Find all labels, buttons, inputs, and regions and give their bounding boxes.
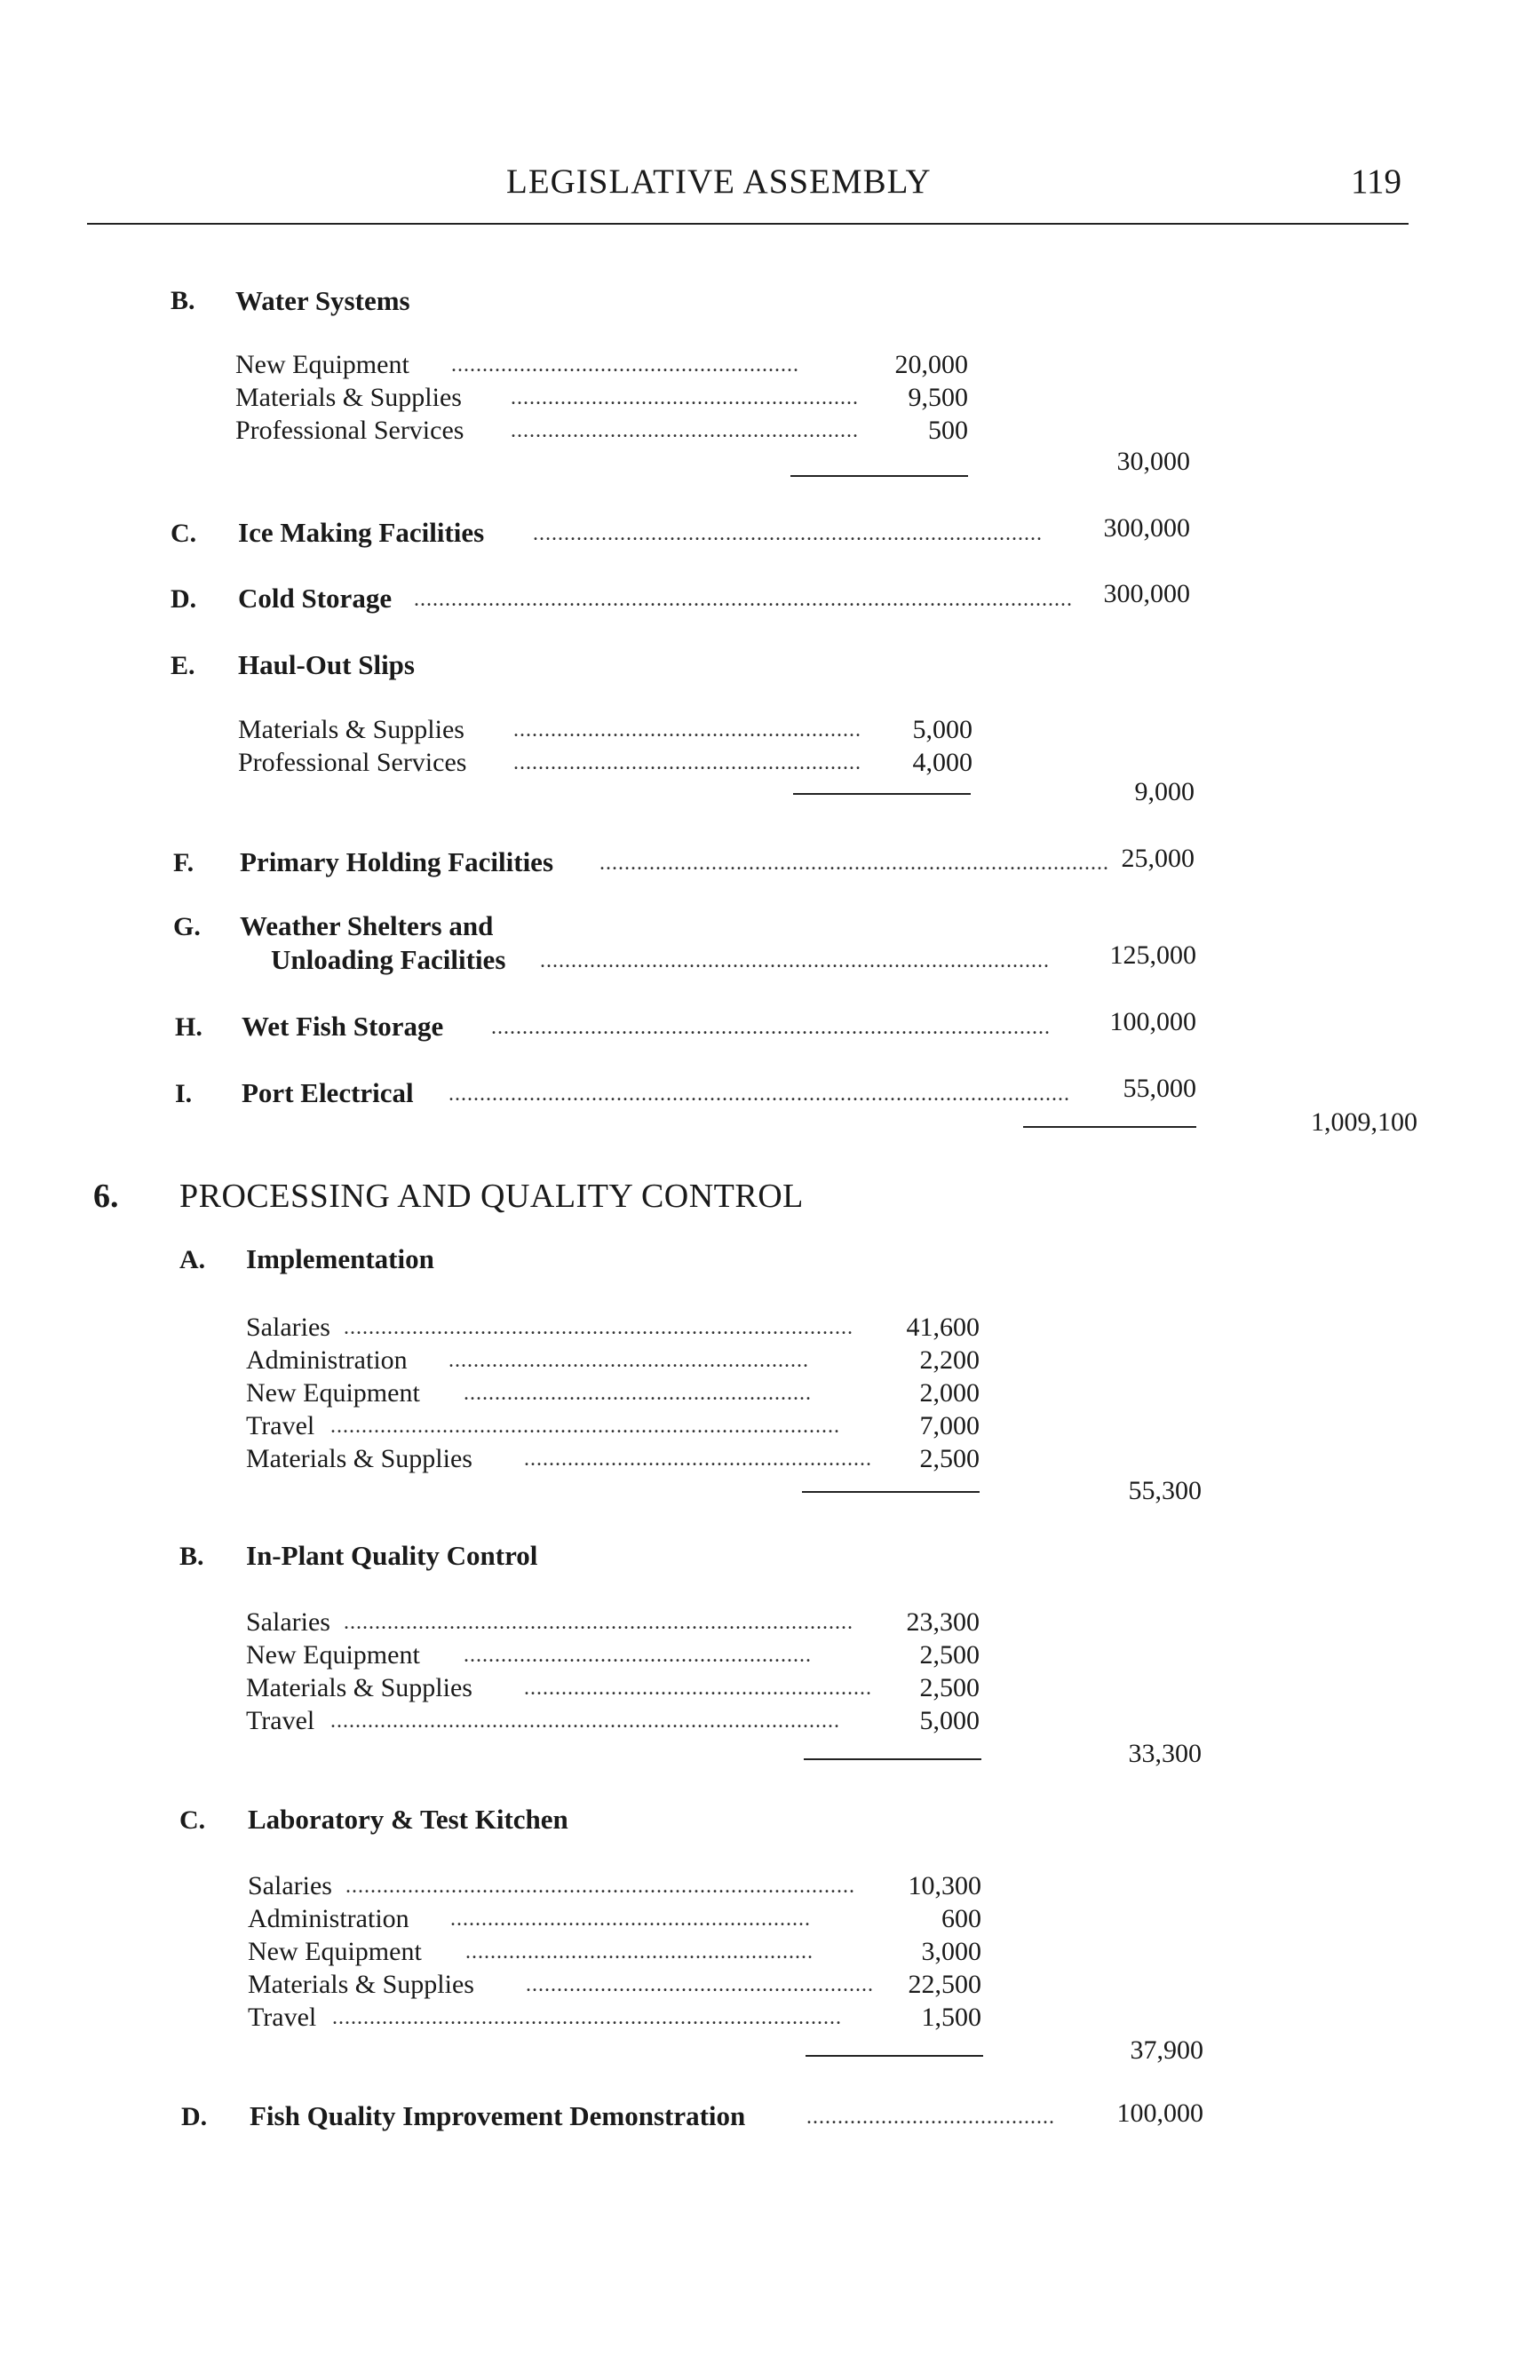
item-amount: 9,500 — [908, 383, 968, 412]
item-amount: 23,300 — [906, 1607, 980, 1637]
leader-dots: .................................................................................. — [533, 522, 1043, 545]
item-amount: 2,500 — [919, 1640, 980, 1670]
item-label: Travel — [248, 2003, 317, 2032]
section-title: Ice Making Facilities — [238, 517, 485, 548]
leader-dots: ........................................................ — [524, 1677, 872, 1700]
leader-dots: .......................................................................................................... — [414, 588, 1073, 611]
item-label: Materials & Supplies — [246, 1444, 472, 1473]
subtotal-rule — [804, 1758, 981, 1760]
leader-dots: .................................................................................. — [344, 1316, 853, 1339]
section-title: Laboratory & Test Kitchen — [248, 1804, 568, 1835]
subtotal-rule — [806, 2055, 983, 2057]
section-letter: I. — [175, 1079, 193, 1108]
item-label: Travel — [246, 1706, 315, 1735]
subtotal-amount: 33,300 — [1128, 1739, 1202, 1768]
section-title: Fish Quality Improvement Demonstration — [250, 2100, 746, 2131]
page-header — [0, 162, 1540, 215]
item-label: Materials & Supplies — [248, 1970, 474, 1999]
section-letter: D. — [181, 2102, 208, 2131]
item-amount: 2,200 — [919, 1345, 980, 1375]
section-amount: 100,000 — [1116, 2098, 1203, 2128]
subtotal-rule — [802, 1491, 980, 1493]
item-amount: 1,500 — [921, 2003, 981, 2032]
section-amount: 300,000 — [1103, 579, 1190, 608]
item-amount: 4,000 — [912, 748, 972, 777]
leader-dots: .......................................................... — [450, 1908, 811, 1931]
item-label: New Equipment — [235, 350, 409, 379]
section-title: Wet Fish Storage — [242, 1011, 444, 1042]
item-label: Professional Services — [235, 416, 464, 445]
section-letter: D. — [171, 584, 197, 614]
item-amount: 7,000 — [919, 1411, 980, 1440]
leader-dots: ........................................................ — [526, 1973, 874, 1996]
item-label: New Equipment — [246, 1378, 420, 1408]
major-section-title: PROCESSING AND QUALITY CONTROL — [179, 1178, 804, 1215]
major-section-number: 6. — [93, 1178, 119, 1215]
leader-dots: ........................................................ — [513, 718, 861, 742]
item-amount: 5,000 — [912, 715, 972, 744]
leader-dots: .................................................................................. — [599, 852, 1109, 875]
leader-dots: ........................................................ — [464, 1382, 812, 1405]
item-label: Administration — [248, 1904, 409, 1933]
leader-dots: ........................................................ — [511, 386, 859, 409]
page-number: 119 — [1351, 163, 1402, 201]
header-rule — [87, 223, 1409, 225]
subtotal-rule — [793, 793, 971, 795]
subtotal-rule — [790, 475, 968, 477]
item-amount: 2,000 — [919, 1378, 980, 1408]
section-title: Cold Storage — [238, 583, 393, 614]
section-amount: 25,000 — [1121, 844, 1195, 873]
item-label: Materials & Supplies — [235, 383, 462, 412]
item-label: New Equipment — [248, 1937, 422, 1966]
item-amount: 41,600 — [906, 1313, 980, 1342]
item-label: Travel — [246, 1411, 315, 1440]
section-amount: 55,000 — [1123, 1074, 1196, 1103]
item-label: Salaries — [248, 1871, 332, 1900]
item-label: Administration — [246, 1345, 408, 1375]
section-amount: 300,000 — [1103, 513, 1190, 543]
leader-dots: .................................................................................. — [345, 1875, 855, 1898]
item-amount: 3,000 — [921, 1937, 981, 1966]
item-label: Materials & Supplies — [246, 1673, 472, 1702]
section-letter: F. — [173, 848, 194, 877]
item-amount: 10,300 — [908, 1871, 981, 1900]
section-title: Water Systems — [235, 285, 410, 316]
item-amount: 5,000 — [919, 1706, 980, 1735]
item-amount: 600 — [941, 1904, 981, 1933]
section-title: Implementation — [246, 1243, 434, 1274]
leader-dots: .......................................................................................... — [491, 1016, 1051, 1039]
item-amount: 22,500 — [908, 1970, 981, 1999]
subtotal-amount: 55,300 — [1128, 1476, 1202, 1505]
section-letter: C. — [171, 519, 197, 548]
leader-dots: .................................................................................................... — [449, 1083, 1070, 1106]
item-label: Salaries — [246, 1313, 330, 1342]
leader-dots: ........................................................ — [465, 1940, 814, 1964]
section-title: Primary Holding Facilities — [240, 846, 554, 877]
section-amount: 125,000 — [1109, 940, 1196, 970]
subtotal-amount: 30,000 — [1116, 447, 1190, 476]
item-label: Professional Services — [238, 748, 467, 777]
leader-dots: .................................................................................. — [330, 1710, 840, 1733]
header-title: LEGISLATIVE ASSEMBLY — [506, 163, 932, 201]
section-letter: C. — [179, 1805, 206, 1835]
leader-dots: ........................................................ — [451, 353, 799, 377]
item-amount: 20,000 — [894, 350, 968, 379]
item-amount: 500 — [928, 416, 968, 445]
section-letter: B. — [179, 1542, 204, 1571]
grand-total-amount: 1,009,100 — [1311, 1107, 1417, 1137]
section-letter: E. — [171, 651, 195, 680]
leader-dots: ........................................................ — [524, 1448, 872, 1471]
item-amount: 2,500 — [919, 1444, 980, 1473]
section-title-line1: Weather Shelters and — [240, 910, 494, 941]
section-title-line2: Unloading Facilities — [271, 944, 506, 975]
leader-dots: ........................................................ — [513, 751, 861, 774]
item-amount: 2,500 — [919, 1673, 980, 1702]
leader-dots: ........................................ — [806, 2106, 1055, 2129]
section-letter: A. — [179, 1245, 206, 1274]
item-label: Salaries — [246, 1607, 330, 1637]
leader-dots: .................................................................................. — [332, 2006, 842, 2029]
leader-dots: ........................................................ — [464, 1644, 812, 1667]
section-title: In-Plant Quality Control — [246, 1540, 538, 1571]
item-label: New Equipment — [246, 1640, 420, 1670]
leader-dots: ........................................................ — [511, 419, 859, 442]
item-label: Materials & Supplies — [238, 715, 464, 744]
subtotal-amount: 37,900 — [1130, 2035, 1203, 2065]
leader-dots: .................................................................................. — [330, 1415, 840, 1438]
leader-dots: .......................................................... — [449, 1349, 809, 1372]
section-title: Port Electrical — [242, 1077, 414, 1108]
section-letter: B. — [171, 286, 195, 315]
subtotal-amount: 9,000 — [1134, 777, 1195, 806]
section-title: Haul-Out Slips — [238, 649, 415, 680]
section-letter: H. — [175, 1012, 202, 1042]
grand-total-rule — [1023, 1126, 1196, 1128]
section-letter: G. — [173, 912, 201, 941]
section-amount: 100,000 — [1109, 1007, 1196, 1036]
leader-dots: .................................................................................. — [540, 949, 1050, 972]
leader-dots: .................................................................................. — [344, 1611, 853, 1634]
